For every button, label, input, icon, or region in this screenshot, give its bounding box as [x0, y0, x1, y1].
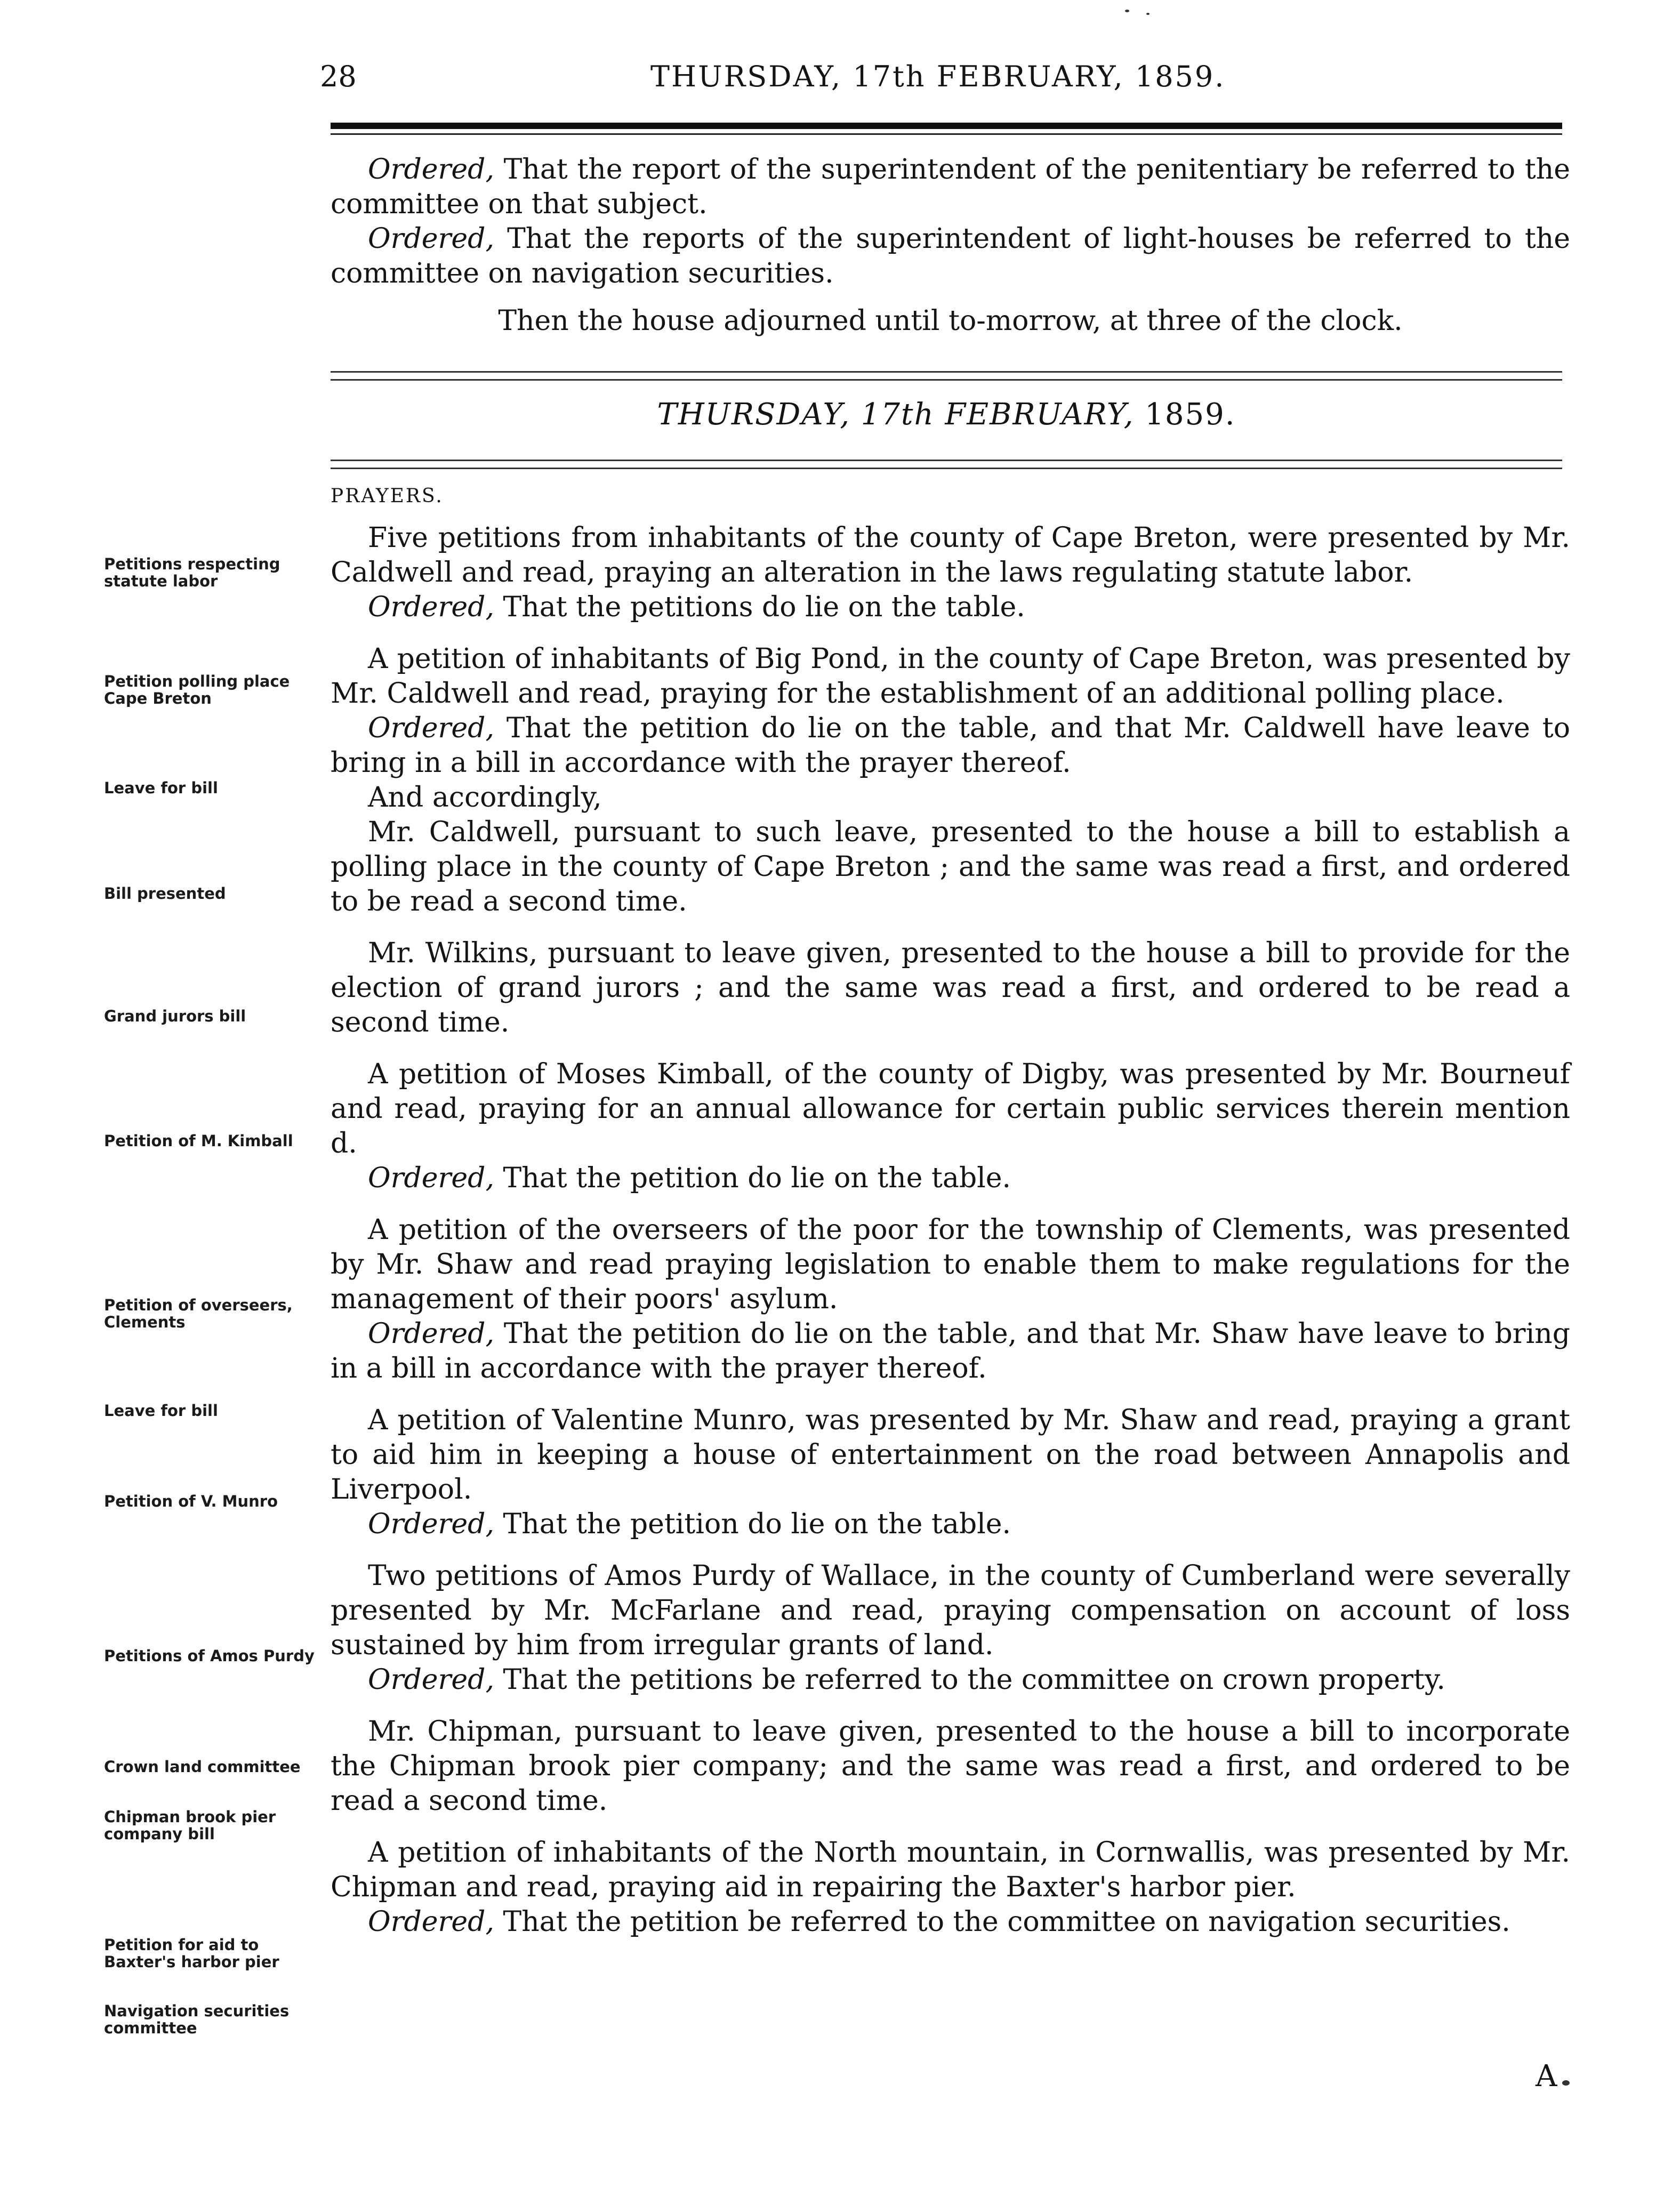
margin-note-polling-place: Petition polling place Cape Breton: [104, 672, 290, 707]
catchword: A: [1536, 2059, 1557, 2094]
adjournment: Then the house adjourned until to-morrow, at three of the clock.: [498, 305, 1403, 337]
entry-baxter-pier: A petition of inhabitants of the North mountain, in Cornwallis, was presented by Mr. Chipman and read, praying aid in repairing the Baxter's harbor pier. Ordered, That the petition be referred to the committee on navigation securities.: [331, 1837, 1570, 1938]
prayers-label: PRAYERS.: [331, 485, 444, 507]
margin-note-grand-jurors: Grand jurors bill: [104, 1007, 246, 1025]
scan-speck: [1562, 2080, 1570, 2086]
entry-chipman-pier: Mr. Chipman, pursuant to leave given, presented to the house a bill to incorporate the Chipman brook pier company; and the same was read a first, and ordered to be read a second time.: [331, 1716, 1570, 1817]
scan-speck: [1125, 10, 1129, 12]
entry-purdy: Two petitions of Amos Purdy of Wallace, in the county of Cumberland were severally presented by Mr. McFarlane and read, praying compensation on account of loss sustained by him from irregular grants of land. Ordered, That the petitions be referred to the committee on crown property.: [331, 1560, 1570, 1696]
scan-speck: [1146, 13, 1150, 15]
margin-note-leave-for-bill-2: Leave for bill: [104, 1402, 218, 1420]
margin-note-crown-land: Crown land committee: [104, 1758, 301, 1776]
margin-note-munro: Petition of V. Munro: [104, 1492, 278, 1510]
order-light-houses: Ordered, That the reports of the superintendent of light-houses be referred to the committee on navigation securities.: [331, 223, 1571, 289]
margin-note-chipman-pier: Chipman brook pier company bill: [104, 1808, 276, 1843]
entry-munro: A petition of Valentine Munro, was presented by Mr. Shaw and read, praying a grant to aid him in keeping a house of entertainment on the road between Annapolis and Liverpool. Ordered, That the petition do lie on the table.: [331, 1404, 1570, 1540]
margin-note-navigation: Navigation securities committee: [104, 2002, 290, 2037]
margin-note-leave-for-bill: Leave for bill: [104, 779, 218, 797]
margin-note-baxter-pier: Petition for aid to Baxter's harbor pier: [104, 1936, 279, 1971]
header-rule: [331, 123, 1562, 135]
margin-note-purdy: Petitions of Amos Purdy: [104, 1647, 315, 1665]
margin-note-statute-labor: Petitions respecting statute labor: [104, 555, 280, 590]
running-head: THURSDAY, 17th FEBRUARY, 1859.: [650, 60, 1226, 93]
section-rule-top: [331, 371, 1562, 381]
margin-note-kimball: Petition of M. Kimball: [104, 1132, 293, 1150]
page-number: 28: [320, 60, 357, 93]
page-header: [320, 60, 1562, 108]
entry-statute-labor: Five petitions from inhabitants of the county of Cape Breton, were presented by Mr. Caldwell and read, praying an alteration in the laws regulating statute labor. Ordered, That the petitions do lie on the table.: [331, 522, 1570, 623]
margin-note-bill-presented: Bill presented: [104, 884, 226, 903]
section-rule-bottom: [331, 460, 1562, 469]
entry-kimball: A petition of Moses Kimball, of the county of Digby, was presented by Mr. Bourneuf and read, praying for an annual allowance for certain public services therein mention d. Ordered, That the petition do lie on the table.: [331, 1058, 1570, 1194]
date-heading: THURSDAY, 17th FEBRUARY, 1859.: [657, 397, 1236, 432]
entry-polling-place: A petition of inhabitants of Big Pond, in the county of Cape Breton, was presented by Mr. Caldwell and read, praying for the establishment of an additional polling place. Ordered, That the petition do lie on the table, and that Mr. Caldwell have leave to bring in a bill in accordance with the prayer thereof. And accordingly, Mr. Caldwell, pursuant to such leave, presented to the house a bill to establish a polling place in the county of Cape Breton ; and the same was read a first, and ordered to be read a second time.: [331, 643, 1570, 918]
day-proceedings: [331, 485, 1570, 1957]
order-penitentiary: Ordered, That the report of the superintendent of the penitentiary be referred to the committee on that subject.: [331, 154, 1571, 220]
previous-day-section: [331, 152, 1570, 339]
entry-grand-jurors: Mr. Wilkins, pursuant to leave given, presented to the house a bill to provide for the election of grand jurors ; and the same was read a first, and ordered to be read a second time.: [331, 937, 1570, 1039]
entry-overseers: A petition of the overseers of the poor for the township of Clements, was presented by Mr. Shaw and read praying legislation to enable them to make regulations for the management of their poors' asylum. Ordered, That the petition do lie on the table, and that Mr. Shaw have leave to bring in a bill in accordance with the prayer thereof.: [331, 1214, 1571, 1385]
margin-note-overseers: Petition of overseers, Clements: [104, 1296, 293, 1331]
